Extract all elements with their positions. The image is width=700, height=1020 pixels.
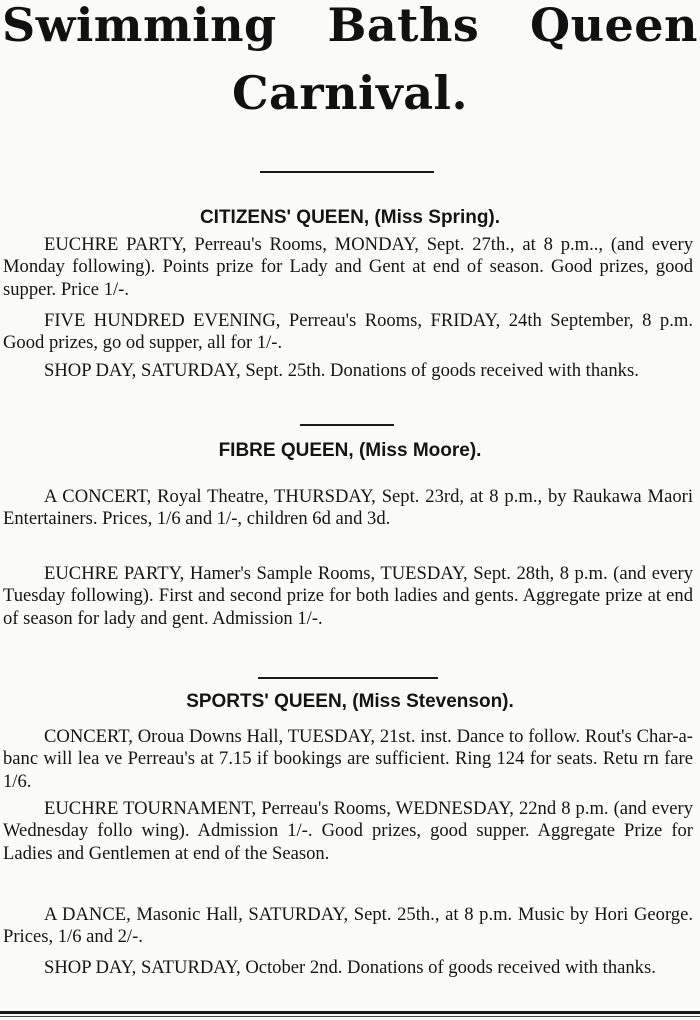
bottom-border-thin	[0, 1016, 700, 1017]
heading-who: (Miss Spring).	[374, 207, 501, 228]
citizens-queen-heading	[0, 208, 700, 227]
section-divider-1	[300, 424, 394, 426]
heading-name: CITIZENS' QUEEN,	[199, 207, 370, 228]
heading-name: FIBRE QUEEN,	[218, 440, 354, 461]
sports-dance: A DANCE, Masonic Hall, SATURDAY, Sept. 25th., at 8 p.m. Music by Hori George. Prices, 1/6 and 2/-.	[3, 904, 693, 948]
fibre-queen-heading	[0, 441, 700, 460]
citizens-five-hundred-evening: FIVE HUNDRED EVENING, Perreau's Rooms, FRIDAY, 24th September, 8 p.m. Good prizes, go od supper, all for 1/-.	[3, 310, 693, 354]
heading-name: SPORTS' QUEEN,	[186, 691, 347, 712]
citizens-shop-day: SHOP DAY, SATURDAY, Sept. 25th. Donations of goods received with thanks.	[44, 360, 639, 381]
fibre-concert: A CONCERT, Royal Theatre, THURSDAY, Sept. 23rd, at 8 p.m., by Raukawa Maori Entertainers. Prices, 1/6 and 1/-, children 6d and 3d.	[3, 486, 693, 530]
heading-who: (Miss Moore).	[358, 440, 482, 461]
sports-euchre-tournament: EUCHRE TOURNAMENT, Perreau's Rooms, WEDNESDAY, 22nd 8 p.m. (and every Wednesday follo wing). Admission 1/-. Good prizes, good supper. Aggregate Prize for Ladies and Gentlemen at end of the Season.	[3, 798, 693, 864]
heading-who: (Miss Stevenson).	[352, 691, 514, 712]
fibre-euchre-party: EUCHRE PARTY, Hamer's Sample Rooms, TUESDAY, Sept. 28th, 8 p.m. (and every Tuesday following). First and second prize for both ladies and gents. Aggregate prize at end of season for lady and gent. Admission 1/-.	[3, 563, 693, 629]
title-divider	[260, 171, 434, 173]
bottom-border	[0, 1011, 700, 1014]
sports-shop-day: SHOP DAY, SATURDAY, October 2nd. Donations of goods received with thanks.	[44, 957, 656, 978]
sports-concert: CONCERT, Oroua Downs Hall, TUESDAY, 21st. inst. Dance to follow. Rout's Char-a-banc will lea ve Perreau's at 7.15 if bookings are sufficient. Ring 124 for seats. Retu rn fare 1/6.	[3, 726, 693, 792]
citizens-euchre-party: EUCHRE PARTY, Perreau's Rooms, MONDAY, Sept. 27th., at 8 p.m.., (and every Monday following). Points prize for Lady and Gent at end of season. Good prizes, good supper. Price 1/-.	[3, 234, 693, 300]
sports-queen-heading	[0, 692, 700, 711]
title-line-2: Carnival.	[231, 66, 469, 120]
title-line-1: Swimming Baths Queen	[2, 0, 698, 52]
section-divider-2	[258, 677, 438, 679]
